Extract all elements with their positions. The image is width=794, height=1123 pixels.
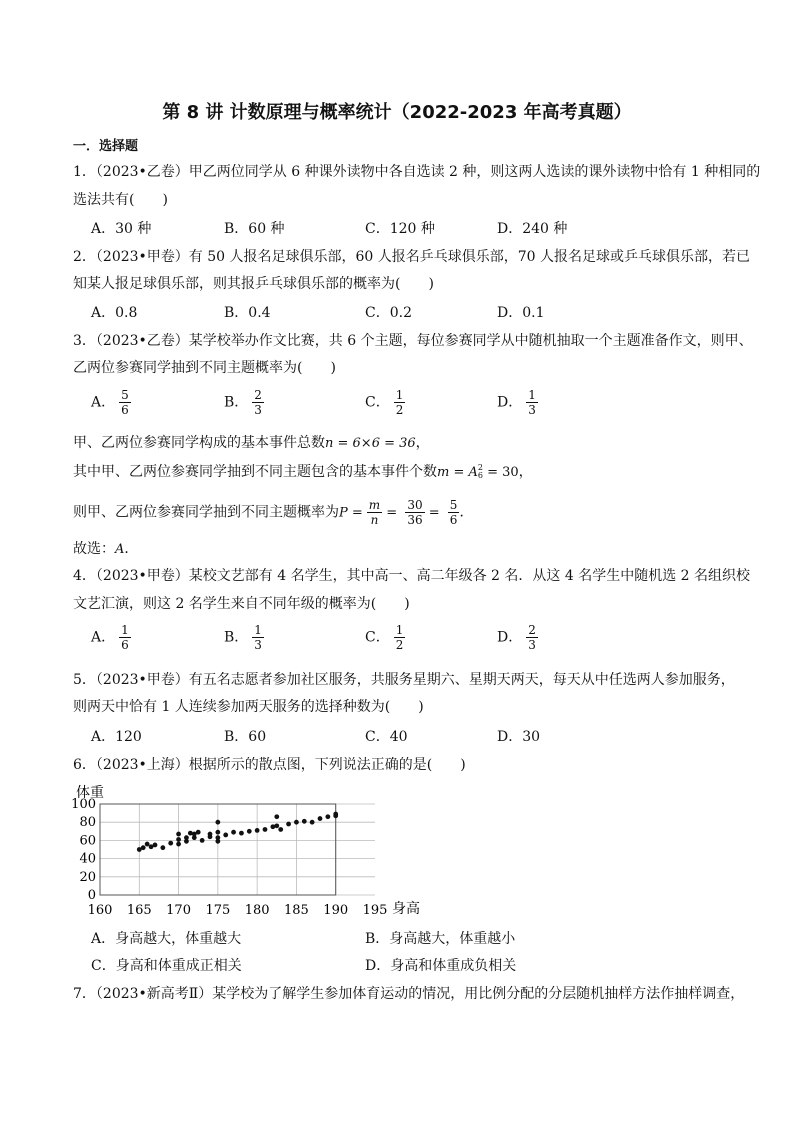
- x-tick-labels: [88, 903, 388, 918]
- question-1-line-2: 选法共有( ): [73, 192, 168, 208]
- question-6-line-1: 6．（2023•上海）根据所示的散点图，下列说法正确的是( ): [73, 757, 466, 773]
- data-point: [176, 832, 181, 837]
- fraction: $\frac{1}{3}$: [528, 388, 536, 417]
- answer-line: 故选：A．: [73, 541, 139, 557]
- fraction: $\frac{1}{3}$: [254, 623, 262, 652]
- data-point: [231, 830, 236, 835]
- solution-line-1: 甲、乙两位参赛同学构成的基本事件总数n = 6×6 = 36，: [73, 435, 430, 451]
- question-5-line-1: 5．（2023•甲卷）有五名志愿者参加社区服务，共服务星期六、星期天两天，每天从中任选两人参加服务，: [73, 672, 735, 688]
- y-tick-labels: [71, 797, 96, 903]
- data-point: [196, 830, 201, 835]
- data-point: [176, 837, 181, 842]
- q3-option-a[interactable]: A． $\frac{5}{6}$: [91, 388, 129, 417]
- fraction: $\frac{5}{6}$: [449, 498, 458, 527]
- x-tick-label: 165: [126, 903, 152, 918]
- question-5-line-2: 则两天中恰有 1 人连续参加两天服务的选择种数为( ): [73, 699, 424, 715]
- x-tick-label: 160: [87, 903, 113, 918]
- x-tick-label: 195: [362, 903, 388, 918]
- x-tick-label: 180: [244, 903, 270, 918]
- q5-option-d[interactable]: D．30: [497, 729, 541, 745]
- data-point: [278, 827, 283, 832]
- q4-option-b[interactable]: B． $\frac{1}{3}$: [224, 623, 262, 652]
- fraction: $\frac{1}{2}$: [395, 623, 404, 652]
- data-point: [141, 845, 146, 850]
- data-points: [137, 812, 338, 852]
- data-point: [318, 816, 323, 821]
- data-point: [286, 822, 291, 827]
- x-tick-label: 185: [284, 903, 309, 918]
- data-point: [239, 831, 244, 836]
- section-heading: 一．选择题: [73, 139, 139, 154]
- q2-option-d[interactable]: D．0.1: [497, 305, 545, 321]
- data-point: [215, 835, 220, 840]
- data-point: [176, 842, 181, 847]
- question-3-line-1: 3．（2023•乙卷）某学校举办作文比赛，共 6 个主题，每位参赛同学从中随机抽取一个主题准备作文，则甲、: [73, 333, 753, 349]
- data-point: [274, 823, 279, 828]
- x-axis-label: 身高: [392, 901, 420, 917]
- data-point: [184, 835, 189, 840]
- fraction: $\frac{5}{6}$: [121, 388, 129, 417]
- data-point: [200, 838, 205, 843]
- solution-line-2: 其中甲、乙两位参赛同学抽到不同主题包含的基本事件个数m = A 2 6 = 30，: [73, 463, 533, 480]
- y-tick-label: 100: [71, 797, 96, 812]
- fraction: $\frac{1}{2}$: [395, 388, 404, 417]
- q6-option-a[interactable]: A．身高越大，体重越大: [91, 931, 242, 947]
- question-2-line-2: 知某人报足球俱乐部，则其报乒乓球俱乐部的概率为( ): [73, 276, 434, 292]
- data-point: [302, 819, 307, 824]
- question-4-line-1: 4．（2023•甲卷）某校文艺部有 4 名学生，其中高一、高二年级各 2 名．从这 4 名学生中随机选 2 名组织校: [73, 568, 751, 584]
- q6-option-c[interactable]: C．身高和体重成正相关: [91, 958, 242, 974]
- data-point: [263, 827, 268, 832]
- q5-option-b[interactable]: B．60: [224, 729, 267, 745]
- solution-line-3: 则甲、乙两位参赛同学抽到不同主题概率为P = $\frac{m}{n}$ = $\frac{30}{36}$ = $\frac{5}{6}$ ．: [73, 498, 474, 527]
- x-tick-label: 190: [323, 903, 349, 918]
- x-tick-label: 175: [205, 903, 231, 918]
- fraction: $\frac{1}{6}$: [121, 623, 129, 652]
- y-tick-label: 80: [79, 815, 96, 831]
- data-point: [310, 820, 315, 825]
- q5-option-c[interactable]: C．40: [365, 729, 408, 745]
- fraction: $\frac{30}{36}$: [407, 498, 423, 527]
- y-tick-label: 0: [87, 888, 96, 903]
- data-point: [160, 845, 165, 850]
- page-title: 第 8 讲 计数原理与概率统计（2022-2023 年高考真题）: [162, 102, 632, 123]
- data-point: [215, 830, 220, 835]
- y-axis-label: 体重: [76, 785, 104, 801]
- q2-option-a[interactable]: A．0.8: [91, 305, 138, 321]
- question-4-line-2: 文艺汇演，则这 2 名学生来自不同年级的概率为( ): [73, 596, 410, 612]
- question-1-line-1: 1．（2023•乙卷）甲乙两位同学从 6 种课外读物中各自选读 2 种，则这两人选读的课外读物中恰有 1 种相同的: [73, 164, 761, 180]
- data-point: [153, 843, 158, 848]
- q6-option-b[interactable]: B．身高越大，体重越小: [365, 931, 516, 947]
- data-point: [223, 833, 228, 838]
- fraction: $\frac{2}{3}$: [254, 388, 262, 417]
- data-point: [255, 828, 260, 833]
- y-tick-label: 20: [79, 869, 96, 885]
- scatter-chart: [70, 782, 430, 922]
- data-point: [274, 814, 279, 819]
- q1-option-d[interactable]: D．240 种: [497, 221, 568, 237]
- data-point: [215, 820, 220, 825]
- q3-option-b[interactable]: B． $\frac{2}{3}$: [224, 388, 262, 417]
- data-point: [325, 814, 330, 819]
- fraction: $\frac{m}{n}$: [368, 498, 381, 527]
- y-tick-label: 60: [79, 833, 96, 849]
- q3-option-c[interactable]: C． $\frac{1}{2}$: [365, 388, 404, 417]
- q4-option-c[interactable]: C． $\frac{1}{2}$: [365, 623, 404, 652]
- y-tick-label: 40: [79, 851, 96, 867]
- question-2-line-1: 2．（2023•甲卷）有 50 人报名足球俱乐部，60 人报名乒乓球俱乐部，70 人报名足球或乒乓球俱乐部，若已: [73, 249, 751, 265]
- question-7-line-1: 7．（2023•新高考Ⅱ）某学校为了解学生参加体育运动的情况，用比例分配的分层随机抽样方法作抽样调查，: [73, 986, 745, 1002]
- fraction: $\frac{2}{3}$: [528, 623, 536, 652]
- q1-option-c[interactable]: C．120 种: [365, 221, 435, 237]
- q4-option-d[interactable]: D． $\frac{2}{3}$: [497, 623, 536, 652]
- data-point: [208, 832, 213, 837]
- x-tick-label: 170: [166, 903, 191, 918]
- q1-option-b[interactable]: B．60 种: [224, 221, 285, 237]
- data-point: [145, 842, 150, 847]
- data-point: [294, 820, 299, 825]
- q2-option-c[interactable]: C．0.2: [365, 305, 412, 321]
- question-3-line-2: 乙两位参赛同学抽到不同主题概率为( ): [73, 360, 336, 376]
- q3-option-d[interactable]: D． $\frac{1}{3}$: [497, 388, 536, 417]
- data-point: [168, 841, 173, 846]
- q4-option-a[interactable]: A． $\frac{1}{6}$: [91, 623, 129, 652]
- q1-option-a[interactable]: A．30 种: [91, 221, 152, 237]
- q5-option-a[interactable]: A．120: [91, 729, 142, 745]
- data-point: [333, 812, 338, 817]
- q6-option-d[interactable]: D．身高和体重成负相关: [365, 958, 517, 974]
- data-point: [247, 829, 252, 834]
- q2-option-b[interactable]: B．0.4: [224, 305, 271, 321]
